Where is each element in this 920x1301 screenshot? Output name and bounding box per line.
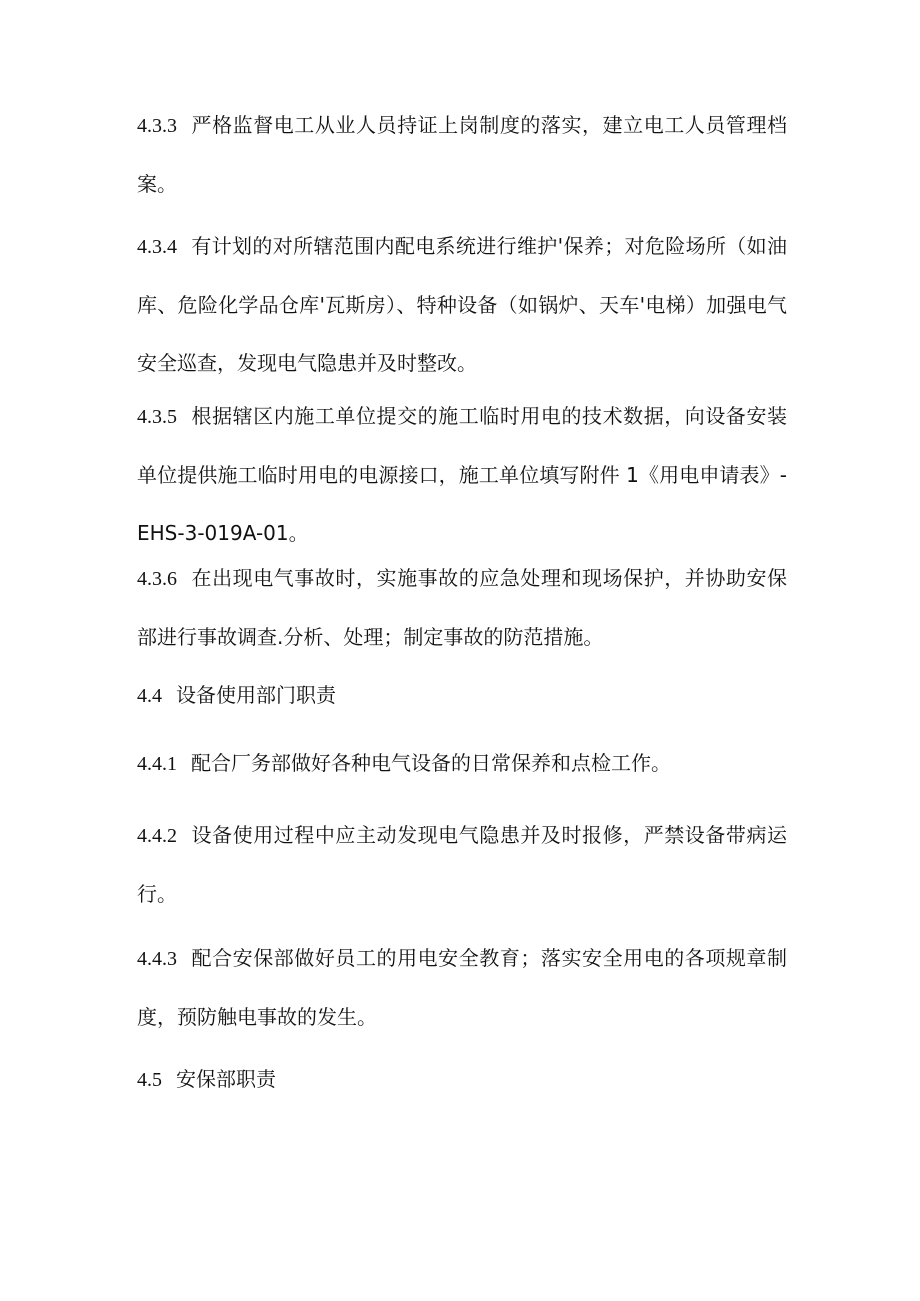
clause-4-4-2 (137, 806, 787, 923)
clause-number: 4.4.3 (137, 948, 177, 970)
clause-text: 配合厂务部做好各种电气设备的日常保养和点检工作。 (191, 751, 671, 775)
clause-number: 4.4.2 (137, 825, 177, 847)
clause-number: 4.4.1 (137, 753, 177, 775)
section-heading-4-4 (137, 666, 787, 725)
clause-4-4-3 (137, 929, 787, 1046)
clause-text: 配合安保部做好员工的用电安全教育；落实安全用电的各项规章制度，预防触电事故的发生。 (137, 946, 787, 1029)
clause-number: 4.3.4 (137, 236, 177, 258)
clause-text: 严格监督电工从业人员持证上岗制度的落实，建立电工人员管理档案。 (137, 113, 787, 196)
clause-number: 4.3.5 (137, 406, 177, 428)
clause-4-3-4 (137, 217, 787, 392)
clause-text: 根据辖区内施工单位提交的施工临时用电的技术数据，向设备安装单位提供施工临时用电的电源接口，施工单位填写附件 1《用电申请表》-EHS-3-019A-01。 (137, 404, 787, 545)
section-title: 安保部职责 (176, 1067, 276, 1091)
section-title: 设备使用部门职责 (176, 683, 336, 707)
section-number: 4.5 (137, 1069, 162, 1091)
section-heading-4-5 (137, 1050, 787, 1109)
section-number: 4.4 (137, 685, 162, 707)
clause-4-3-6 (137, 549, 787, 666)
clause-4-4-1 (137, 734, 787, 793)
clause-text: 设备使用过程中应主动发现电气隐患并及时报修，严禁设备带病运行。 (137, 823, 787, 906)
clause-text: 在出现电气事故时，实施事故的应急处理和现场保护，并协助安保部进行事故调查.分析、处理；制定事故的防范措施。 (137, 566, 787, 649)
clause-4-3-5 (137, 387, 787, 562)
clause-4-3-3 (137, 96, 787, 213)
clause-text: 有计划的对所辖范围内配电系统进行维护'保养；对危险场所（如油库、危险化学品仓库'瓦斯房）、特种设备（如锅炉、天车'电梯）加强电气安全巡查，发现电气隐患并及时整改。 (137, 234, 787, 375)
clause-number: 4.3.6 (137, 568, 177, 590)
clause-number: 4.3.3 (137, 115, 177, 137)
